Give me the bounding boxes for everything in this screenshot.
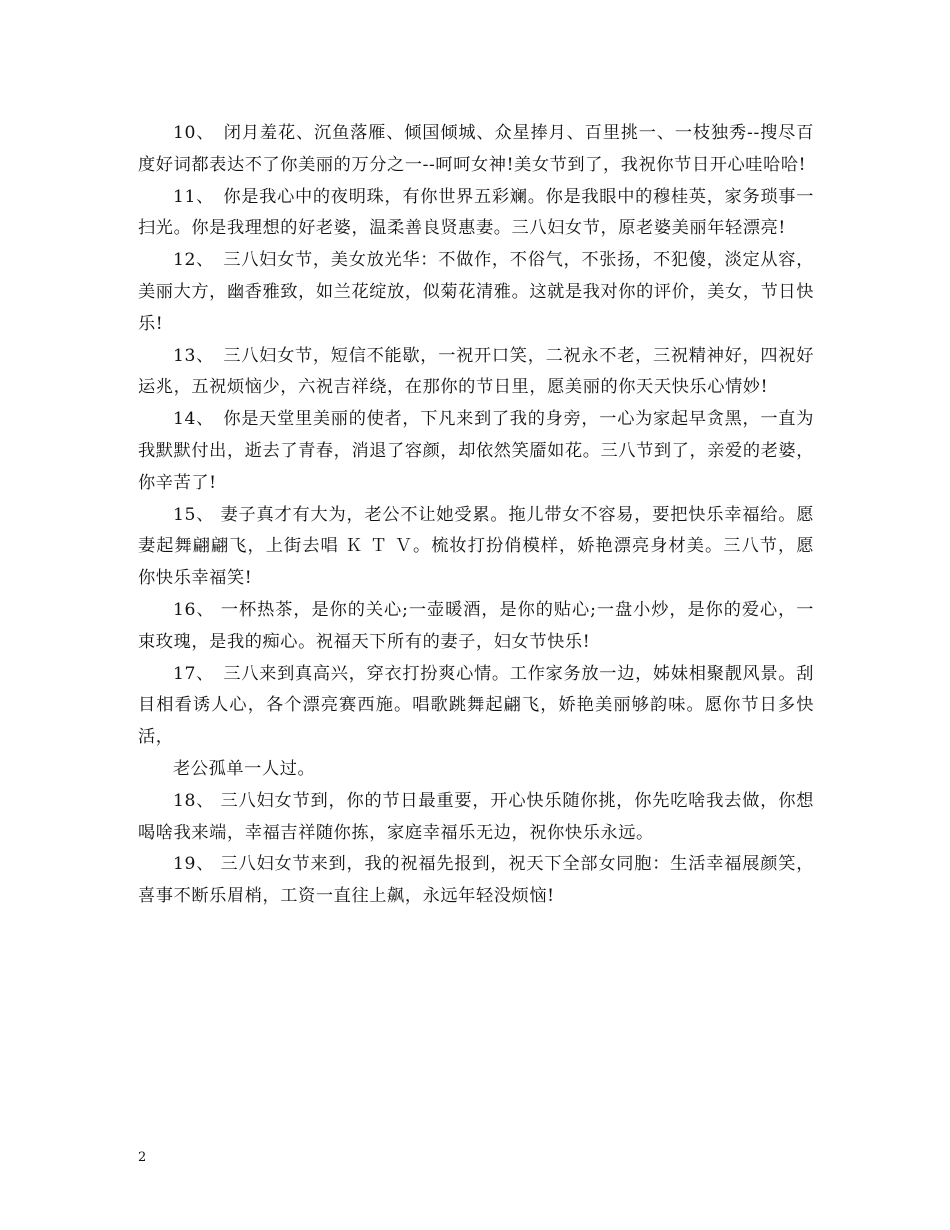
paragraph-11: 11、 你是我心中的夜明珠，有你世界五彩斓。你是我眼中的穆桂英，家务琐事一扫光。你是我理想的好老婆，温柔善良贤惠妻。三八妇女节，原老婆美丽年轻漂亮! bbox=[138, 186, 814, 239]
paragraph-17-continued: 老公孤单一人过。 bbox=[173, 758, 316, 779]
paragraph-13: 13、 三八妇女节，短信不能歇，一祝开口笑，二祝永不老，三祝精神好，四祝好运兆，五祝烦恼少，六祝吉祥绕，在那你的节日里，愿美丽的你天天快乐心情妙! bbox=[138, 345, 814, 398]
paragraph-10: 10、 闭月羞花、沉鱼落雁、倾国倾城、众星捧月、百里挑一、一枝独秀--搜尽百度好词都表达不了你美丽的万分之一--呵呵女神!美女节到了，我祝你节日开心哇哈哈! bbox=[138, 123, 814, 175]
page-number: 2 bbox=[138, 1150, 147, 1165]
paragraph-16: 16、 一杯热茶，是你的关心;一壶暖酒，是你的贴心;一盘小炒，是你的爱心，一束玫瑰，是我的痴心。祝福天下所有的妻子，妇女节快乐! bbox=[138, 599, 814, 652]
document-body bbox=[138, 118, 814, 913]
paragraph-19: 19、 三八妇女节来到，我的祝福先报到，祝天下全部女同胞：生活幸福展颜笑，喜事不断乐眉梢，工资一直往上飙，永远年轻没烦恼! bbox=[138, 854, 814, 907]
paragraph-17: 17、 三八来到真高兴，穿衣打扮爽心情。工作家务放一边，姊妹相聚靓风景。刮目相看诱人心，各个漂亮赛西施。唱歌跳舞起翩飞，娇艳美丽够韵味。愿你节日多快活， bbox=[138, 663, 814, 748]
paragraph-18: 18、 三八妇女节到，你的节日最重要，开心快乐随你挑，你先吃啥我去做，你想喝啥我来端，幸福吉祥随你拣，家庭幸福乐无边，祝你快乐永远。 bbox=[138, 790, 814, 843]
paragraph-14: 14、 你是天堂里美丽的使者，下凡来到了我的身旁，一心为家起早贪黑，一直为我默默付出，逝去了青春，消退了容颜，却依然笑靥如花。三八节到了，亲爱的老婆，你辛苦了! bbox=[138, 409, 814, 493]
paragraph-15: 15、 妻子真才有大为，老公不让她受累。拖儿带女不容易，要把快乐幸福给。愿妻起舞翩翩飞，上街去唱 Ｋ Ｔ Ｖ。梳妆打扮俏模样，娇艳漂亮身材美。三八节，愿你快乐幸福笑! bbox=[138, 504, 814, 589]
paragraph-12: 12、 三八妇女节，美女放光华：不做作，不俗气，不张扬，不犯傻，淡定从容，美丽大方，幽香雅致，如兰花绽放，似菊花清雅。这就是我对你的评价，美女，节日快乐! bbox=[138, 250, 814, 334]
